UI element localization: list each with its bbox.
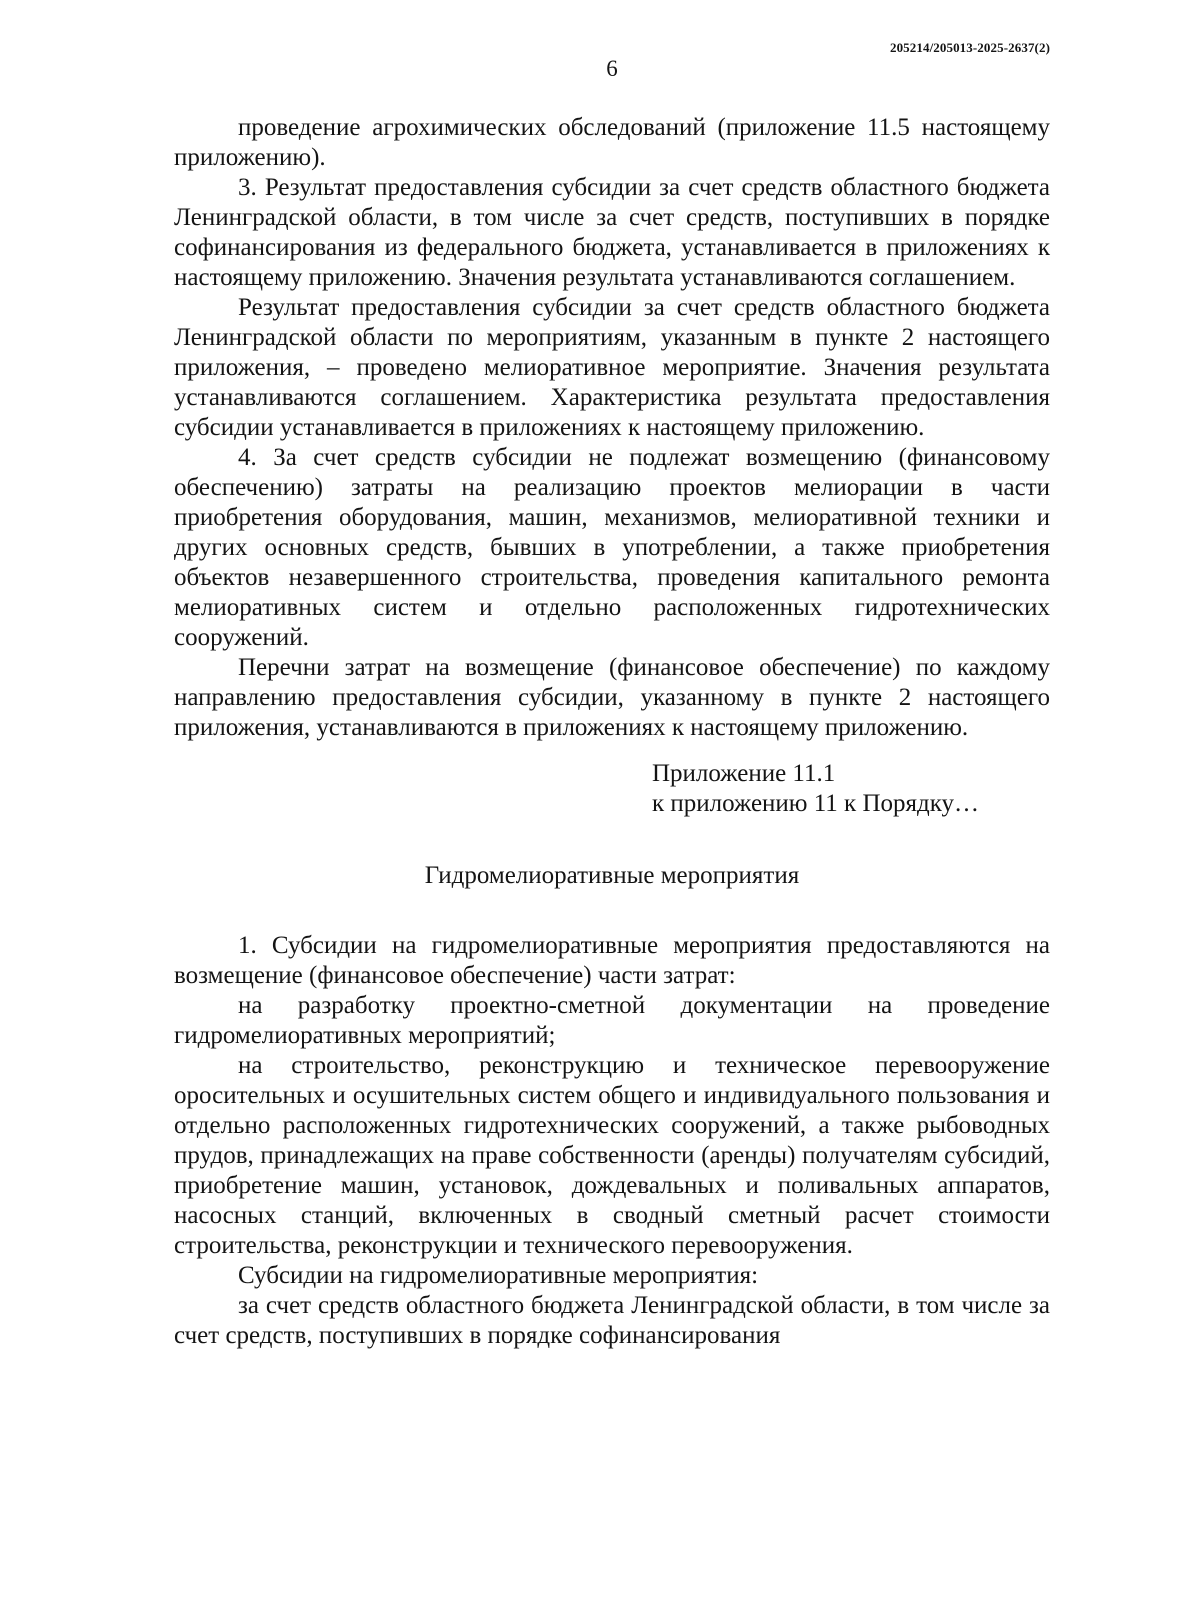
annex-number: Приложение 11.1: [652, 760, 836, 787]
paragraph-agrochemical-continuation: проведение агрохимических обследований (приложение 11.5 настоящему приложению).: [174, 114, 1050, 171]
document-registration-number: 205214/205013-2025-2637(2): [889, 40, 1050, 55]
paragraph-result-description: Результат предоставления субсидии за счет средств областного бюджета Ленинградской области по мероприятиям, указанным в пункте 2 настоящего приложения, – проведено мелиоративное мероприятие. Значения результата устанавливаются соглашением. Характеристика результата предоставления субсидии устанавливается в приложениях к настоящему приложению.: [174, 294, 1050, 441]
document-body: [174, 113, 1050, 1351]
paragraph-design-documentation: на разработку проектно-сметной документации на проведение гидромелиоративных мероприятий;: [174, 992, 1050, 1049]
paragraph-subsidies-intro: Субсидии на гидромелиоративные мероприятия:: [238, 1262, 759, 1289]
page-number: 6: [606, 56, 618, 81]
annex-reference: к приложению 11 к Порядку…: [652, 790, 980, 817]
annex-header: [174, 759, 1050, 819]
paragraph-item-4: 4. За счет средств субсидии не подлежат возмещению (финансовому обеспечению) затраты на реализацию проектов мелиорации в части приобретения оборудования, машин, механизмов, мелиоративной техники и других основных средств, бывших в употреблении, а также приобретения объектов незавершенного строительства, проведения капитального ремонта мелиоративных систем и отдельно расположенных гидротехнических сооружений.: [174, 444, 1050, 651]
paragraph-construction: на строительство, реконструкцию и техническое перевооружение оросительных и осушительных систем общего и индивидуального пользования и отдельно расположенных гидротехнических сооружений, а также рыбоводных прудов, принадлежащих на праве собственности (аренды) получателям субсидий, приобретение машин, установок, дождевальных и поливальных аппаратов, насосных станций, включенных в сводный сметный расчет стоимости строительства, реконструкции и технического перевооружения.: [174, 1052, 1050, 1259]
paragraph-cost-lists: Перечни затрат на возмещение (финансовое обеспечение) по каждому направлению предоставления субсидии, указанному в пункте 2 настоящего приложения, устанавливаются в приложениях к настоящему приложению.: [174, 654, 1050, 741]
annex-title: Гидромелиоративные мероприятия: [424, 862, 800, 889]
paragraph-annex-item-1: 1. Субсидии на гидромелиоративные мероприятия предоставляются на возмещение (финансовое обеспечение) части затрат:: [174, 932, 1050, 989]
paragraph-regional-budget: за счет средств областного бюджета Ленинградской области, в том числе за счет средств, поступивших в порядке софинансирования: [174, 1292, 1050, 1349]
paragraph-item-3: 3. Результат предоставления субсидии за счет средств областного бюджета Ленинградской области, в том числе за счет средств, поступивших в порядке софинансирования из федерального бюджета, устанавливается в приложениях к настоящему приложению. Значения результата устанавливаются соглашением.: [174, 174, 1050, 291]
